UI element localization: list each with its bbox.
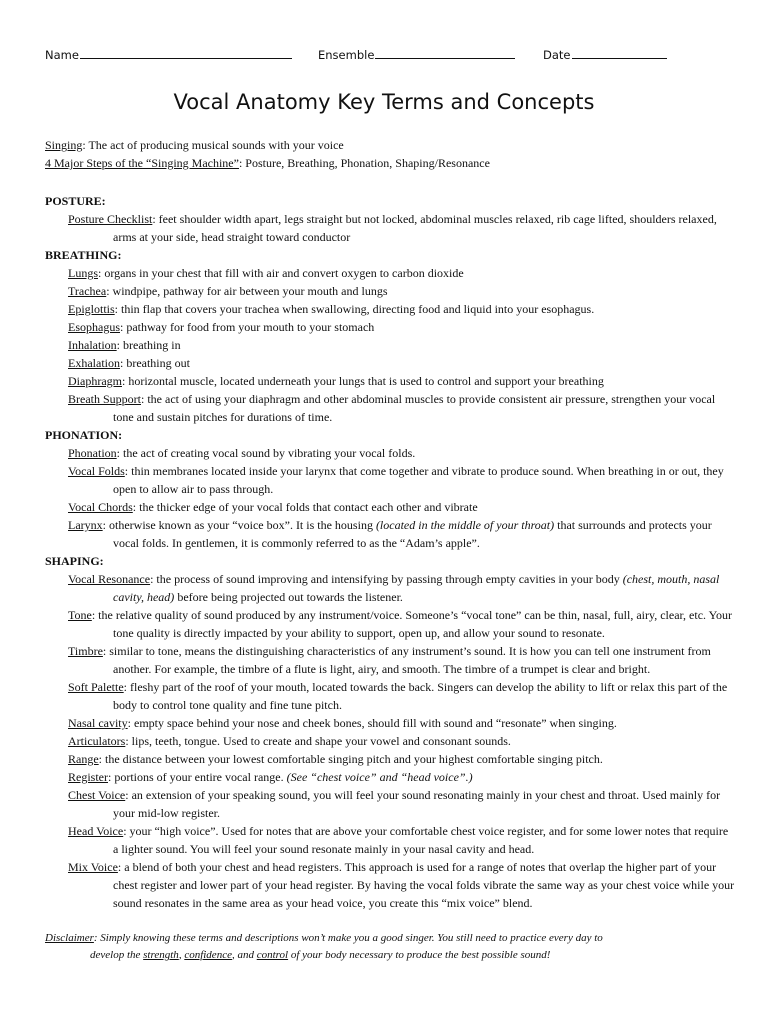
term-definition: : organs in your chest that fill with air and convert oxygen to carbon dioxide [98,266,464,280]
disclaimer-text-2a: develop the [90,949,144,961]
disclaimer-line-2 [45,947,735,964]
term-note: (See “chest voice” and “head voice”.) [286,770,473,784]
term-entry [45,318,735,336]
term-label: Articulators [68,734,126,748]
term-definition: : an extension of your speaking sound, you will feel your sound resonating mainly in your chest and throat. Used mainly for your mid-low register. [113,788,721,820]
singing-definition [45,136,745,154]
term-definition: : breathing out [119,356,190,370]
term-label: Posture Checklist [68,212,153,226]
term-label: Esophagus [68,320,120,334]
date-field[interactable] [543,46,667,64]
term-label: Range [68,752,99,766]
term-note: (chest, mouth, nasal cavity, head) [113,572,720,604]
term-label: Larynx [68,518,103,532]
word-control: control [256,949,289,961]
term-definition: : otherwise known as your “voice box”. It is the housing [102,518,376,532]
term-definition: : thin flap that covers your trachea when swallowing, directing food and liquid into your esophagus. [114,302,595,316]
term-entry [45,642,735,678]
term-label: Breath Support [68,392,141,406]
term-entry [45,282,735,300]
term-label: Head Voice [68,824,124,838]
term-entry [45,498,735,516]
term-entry [45,678,735,714]
term-entry [45,354,735,372]
term-definition: : the thicker edge of your vocal folds that contact each other and vibrate [132,500,478,514]
term-entry [45,264,735,282]
disclaimer-line-1 [45,930,735,947]
section-heading: SHAPING: [45,554,104,568]
term-definition: : feet shoulder width apart, legs straight but not locked, abdominal muscles relaxed, rib cage lifted, shoulders relaxed, arms at your side, head straight toward conductor [113,212,717,244]
term-definition: : empty space behind your nose and cheek bones, should fill with sound and “resonate” when singing. [127,716,617,730]
term-definition: : pathway for food from your mouth to your stomach [120,320,375,334]
term-label: Tone [68,608,92,622]
term-entry [45,714,735,732]
term-entry [45,372,735,390]
term-definition: : breathing in [116,338,181,352]
term-label: Lungs [68,266,98,280]
term-definition: : your “high voice”. Used for notes that are above your comfortable chest voice register, and for some lower notes that require a lighter sound. You will feel your sound resonate mainly in your nasal cavity and head. [113,824,729,856]
word-strength: strength [143,949,179,961]
term-definition: : horizontal muscle, located underneath your lungs that is used to control and support your breathing [121,374,604,388]
term-entry [45,462,735,498]
term-entry [45,210,735,246]
term-definition: : the act of creating vocal sound by vibrating your vocal folds. [116,446,416,460]
term-definition: : portions of your entire vocal range. [108,770,287,784]
disclaimer-text-1: : Simply knowing these terms and descriptions won’t make you a good singer. You still need to practice every day to [93,932,603,944]
terms-sections [45,192,735,912]
term-label: Trachea [68,284,107,298]
term-label: Chest Voice [68,788,126,802]
term-entry [45,516,735,552]
name-label: Name [45,48,79,62]
singing-term: Singing [45,138,83,152]
term-label: Vocal Folds [68,464,125,478]
intro-block [45,136,745,172]
term-definition: : similar to tone, means the distinguishing characteristics of any instrument’s sound. It is how you can tell one instrument from another. For example, the timbre of a flute is light, airy, and smooth. The timbre of a trumpet is clear and bright. [102,644,711,676]
section-heading: BREATHING: [45,248,122,262]
term-entry [45,732,735,750]
term-definition: : windpipe, pathway for air between your mouth and lungs [106,284,388,298]
term-entry [45,858,735,912]
singing-def: : The act of producing musical sounds with your voice [82,138,344,152]
term-definition-continued: before being projected out towards the listener. [174,590,403,604]
ensemble-blank-line[interactable] [375,46,515,59]
ensemble-field[interactable] [318,46,515,64]
term-definition: : the distance between your lowest comfortable singing pitch and your highest comfortable singing pitch. [98,752,603,766]
page-title: Vocal Anatomy Key Terms and Concepts [173,90,595,114]
steps-definition [45,154,745,172]
steps-term: 4 Major Steps of the “Singing Machine” [45,156,239,170]
term-definition: : the act of using your diaphragm and other abdominal muscles to provide consistent air pressure, strengthen your vocal tone and sustain pitches for durations of time. [113,392,716,424]
sep-2: , and [231,949,257,961]
disclaimer-label: Disclaimer [45,932,94,944]
ensemble-label: Ensemble [318,48,375,62]
term-note: (located in the middle of your throat) [375,518,555,532]
term-entry [45,444,735,462]
term-entry [45,768,735,786]
term-definition: : the process of sound improving and intensifying by passing through empty cavities in your body [150,572,623,586]
section-heading: PHONATION: [45,428,123,442]
name-field[interactable] [45,46,292,64]
term-label: Soft Palette [68,680,124,694]
term-entry [45,570,735,606]
term-label: Mix Voice [68,860,118,874]
term-entry [45,750,735,768]
steps-def: : Posture, Breathing, Phonation, Shaping/Resonance [238,156,490,170]
term-label: Phonation [68,446,117,460]
term-definition: : a blend of both your chest and head registers. This approach is used for a range of notes that overlap the higher part of your chest register and lower part of your head register. By having the vocal folds vibrate the same way as your chest voice while your sound resonates in the same area as your head voice, you create this “mix voice” blend. [113,860,735,910]
term-label: Vocal Resonance [68,572,151,586]
word-confidence: confidence [184,949,232,961]
term-label: Diaphragm [68,374,122,388]
term-definition: : lips, teeth, tongue. Used to create and shape your vowel and consonant sounds. [125,734,511,748]
term-entry [45,786,735,822]
term-definition-continued: that surrounds and protects your vocal folds. In gentlemen, it is commonly referred to as the “Adam’s apple”. [113,518,712,550]
disclaimer-text-2b: of your body necessary to produce the best possible sound! [288,949,551,961]
name-blank-line[interactable] [80,46,292,59]
term-label: Inhalation [68,338,117,352]
sep-1: , [178,949,185,961]
term-definition: : thin membranes located inside your larynx that come together and vibrate to produce sound. When breathing in or out, they open to allow air to pass through. [113,464,724,496]
term-entry [45,606,735,642]
term-definition: : the relative quality of sound produced by any instrument/voice. Someone’s “vocal tone” can be thin, nasal, full, airy, clear, etc. Your tone quality is directly impacted by your ability to support, open up, and allow your sound to resonate. [91,608,733,640]
term-label: Exhalation [68,356,120,370]
disclaimer [45,930,735,964]
date-label: Date [543,48,571,62]
term-label: Timbre [68,644,103,658]
term-label: Nasal cavity [68,716,128,730]
term-entry [45,822,735,858]
term-entry [45,390,735,426]
term-entry [45,336,735,354]
term-entry [45,300,735,318]
term-label: Vocal Chords [68,500,133,514]
term-label: Epiglottis [68,302,115,316]
term-label: Register [68,770,108,784]
term-definition: : fleshy part of the roof of your mouth, located towards the back. Singers can develop the ability to lift or relax this part of the body to control tone quality and fine tune pitch. [113,680,728,712]
date-blank-line[interactable] [572,46,667,59]
section-heading: POSTURE: [45,194,106,208]
